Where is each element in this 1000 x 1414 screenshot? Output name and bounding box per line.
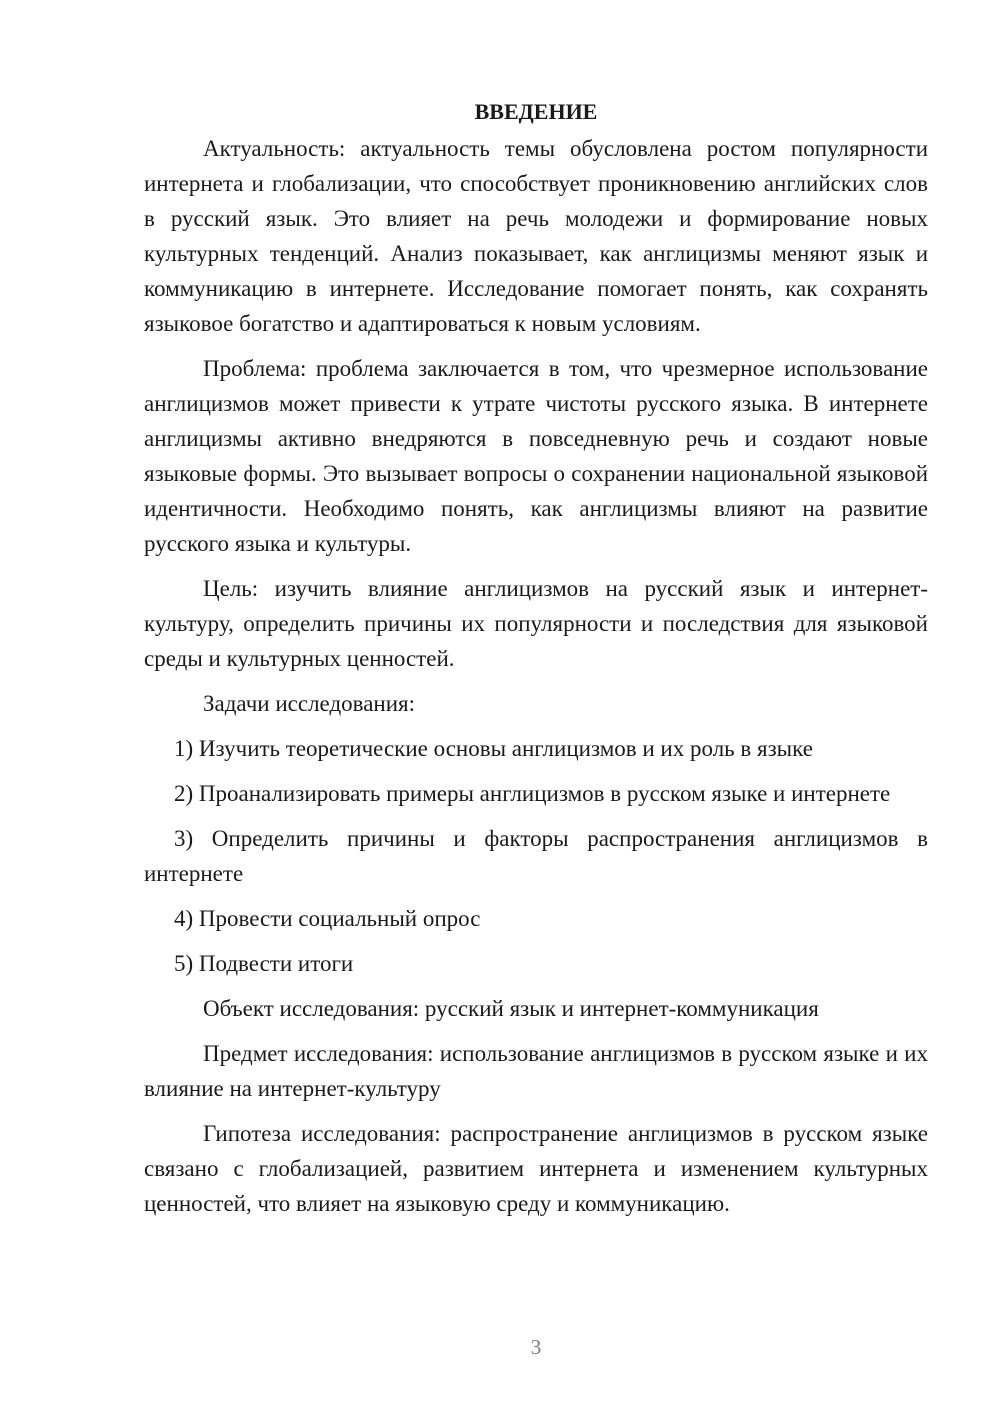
page-title: ВВЕДЕНИЕ [474,99,598,124]
problem-paragraph: Проблема: проблема заключается в том, что чрезмерное использование англицизмов может привести к утрате чистоты русского языка. В интернете англицизмы активно внедряются в повседневную речь и создают новые языковые формы. Это вызывает вопросы о сохранении национальной языковой идентичности. Необходимо понять, как англицизмы влияют на развитие русского языка и культуры. [144,356,928,556]
tasks-title: Задачи исследования: [203,691,416,716]
object-paragraph: Объект исследования: русский язык и интернет-коммуникация [203,996,819,1021]
subject-paragraph: Предмет исследования: использование англицизмов в русском языке и их влияние на интернет-культуру [144,1041,928,1101]
task-item-2: 2) Проанализировать примеры англицизмов в русском языке и интернете [174,781,891,806]
hypothesis-paragraph: Гипотеза исследования: распространение англицизмов в русском языке связано с глобализацией, развитием интернета и изменением культурных ценностей, что влияет на языковую среду и коммуникацию. [144,1121,928,1216]
task-item-4: 4) Провести социальный опрос [174,906,481,931]
task-item-1: 1) Изучить теоретические основы англицизмов и их роль в языке [174,736,813,761]
task-item-3: 3) Определить причины и факторы распространения англицизмов в интернете [144,826,928,886]
goal-paragraph: Цель: изучить влияние англицизмов на русский язык и интернет-культуру, определить причины их популярности и последствия для языковой среды и культурных ценностей. [144,576,928,671]
page-body [144,94,928,1221]
page-number: 3 [530,1335,542,1359]
task-item-5: 5) Подвести итоги [174,951,354,976]
relevance-paragraph: Актуальность: актуальность темы обусловлена ростом популярности интернета и глобализации, что способствует проникновению английских слов в русский язык. Это влияет на речь молодежи и формирование новых культурных тенденций. Анализ показывает, как англицизмы меняют язык и коммуникацию в интернете. Исследование помогает понять, как сохранять языковое богатство и адаптироваться к новым условиям. [144,136,928,336]
